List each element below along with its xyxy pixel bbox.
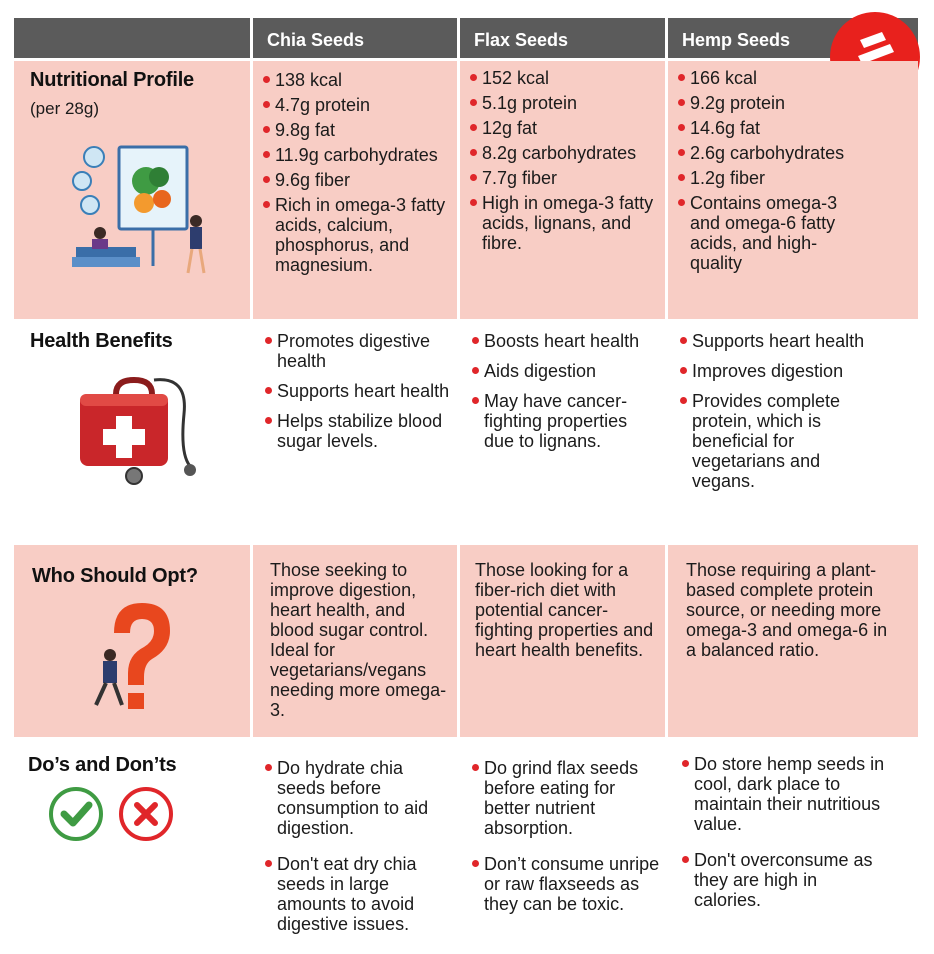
header-corner bbox=[14, 18, 250, 58]
who-flax-cell: Those looking for a fiber-rich diet with potential cancer-fighting properties and heart health benefits. bbox=[460, 545, 665, 737]
list-item: Contains omega-3 and omega-6 fatty acids, and high-quality bbox=[676, 193, 868, 273]
list-item: High in omega-3 fatty acids, lignans, and fibre. bbox=[468, 193, 659, 253]
list-item: 11.9g carbohydrates bbox=[261, 145, 451, 165]
list-item: 7.7g fiber bbox=[468, 168, 659, 188]
list-item: 9.8g fat bbox=[261, 120, 451, 140]
column-header-hemp: Hemp Seeds bbox=[668, 18, 918, 58]
list-item: 5.1g protein bbox=[468, 93, 659, 113]
row-label-benefits bbox=[14, 322, 250, 542]
list-item: Don’t consume unripe or raw flaxseeds as they can be toxic. bbox=[470, 854, 661, 914]
row-label-dos bbox=[14, 740, 250, 950]
nutrition-subtitle: (per 28g) bbox=[30, 99, 99, 118]
list-item: 12g fat bbox=[468, 118, 659, 138]
benefits-hemp-cell bbox=[668, 322, 918, 542]
list-item: Do store hemp seeds in cool, dark place to maintain their nutritious value. bbox=[680, 754, 904, 834]
nutrition-hemp-list bbox=[676, 68, 868, 273]
dos-hemp-list bbox=[680, 754, 904, 910]
medical-kit-icon bbox=[76, 374, 206, 489]
list-item: 4.7g protein bbox=[261, 95, 451, 115]
list-item: Helps stabilize blood sugar levels. bbox=[263, 411, 453, 451]
who-chia-cell: Those seeking to improve digestion, heart health, and blood sugar control. Ideal for vegetarians/vegans needing more omega-3. bbox=[253, 545, 457, 737]
nutrition-hemp-cell bbox=[668, 61, 918, 319]
list-item: 9.2g protein bbox=[676, 93, 868, 113]
nutrition-chia-cell bbox=[253, 61, 457, 319]
list-item: Boosts heart health bbox=[470, 331, 661, 351]
question-mark-icon bbox=[86, 597, 186, 722]
column-header-chia: Chia Seeds bbox=[253, 18, 457, 58]
nutrition-chia-list bbox=[261, 70, 451, 275]
list-item: May have cancer-fighting properties due to lignans. bbox=[470, 391, 661, 451]
benefits-flax-list bbox=[470, 331, 661, 451]
list-item: 8.2g carbohydrates bbox=[468, 143, 659, 163]
dos-title: Do’s and Don’ts bbox=[28, 754, 177, 776]
benefits-chia-list bbox=[263, 331, 453, 451]
nutrition-flax-cell bbox=[460, 61, 665, 319]
list-item: 152 kcal bbox=[468, 68, 659, 88]
who-title: Who Should Opt? bbox=[32, 565, 198, 587]
list-item: Supports heart health bbox=[263, 381, 453, 401]
dos-flax-cell bbox=[460, 740, 665, 950]
list-item: Improves digestion bbox=[678, 361, 888, 381]
list-item: Rich in omega-3 fatty acids, calcium, phosphorus, and magnesium. bbox=[261, 195, 451, 275]
benefits-chia-cell bbox=[253, 322, 457, 542]
nutrition-flax-list bbox=[468, 68, 659, 253]
nutrition-title: Nutritional Profile bbox=[30, 69, 194, 91]
dos-chia-cell bbox=[253, 740, 457, 950]
cross-icon bbox=[116, 784, 176, 844]
who-hemp-cell: Those requiring a plant-based complete protein source, or needing more omega-3 and omega-6 in a balanced ratio. bbox=[668, 545, 918, 737]
list-item: Provides complete protein, which is beneficial for vegetarians and vegans. bbox=[678, 391, 888, 491]
checkmark-icon bbox=[46, 784, 106, 844]
list-item: 2.6g carbohydrates bbox=[676, 143, 868, 163]
list-item: Do hydrate chia seeds before consumption to aid digestion. bbox=[263, 758, 453, 838]
row-label-who bbox=[14, 545, 250, 737]
column-header-flax: Flax Seeds bbox=[460, 18, 665, 58]
benefits-title: Health Benefits bbox=[30, 330, 173, 352]
list-item: 1.2g fiber bbox=[676, 168, 868, 188]
list-item: 9.6g fiber bbox=[261, 170, 451, 190]
list-item: Supports heart health bbox=[678, 331, 888, 351]
list-item: Don't eat dry chia seeds in large amounts to avoid digestive issues. bbox=[263, 854, 453, 934]
list-item: 14.6g fat bbox=[676, 118, 868, 138]
dos-hemp-cell bbox=[668, 740, 918, 950]
nutrition-board-illustration bbox=[64, 141, 224, 281]
list-item: 166 kcal bbox=[676, 68, 868, 88]
list-item: Do grind flax seeds before eating for better nutrient absorption. bbox=[470, 758, 661, 838]
list-item: 138 kcal bbox=[261, 70, 451, 90]
list-item: Aids digestion bbox=[470, 361, 661, 381]
dos-flax-list bbox=[470, 758, 661, 914]
dos-chia-list bbox=[263, 758, 453, 934]
list-item: Don't overconsume as they are high in calories. bbox=[680, 850, 904, 910]
benefits-hemp-list bbox=[678, 331, 888, 491]
list-item: Promotes digestive health bbox=[263, 331, 453, 371]
benefits-flax-cell bbox=[460, 322, 665, 542]
row-label-nutrition bbox=[14, 61, 250, 319]
